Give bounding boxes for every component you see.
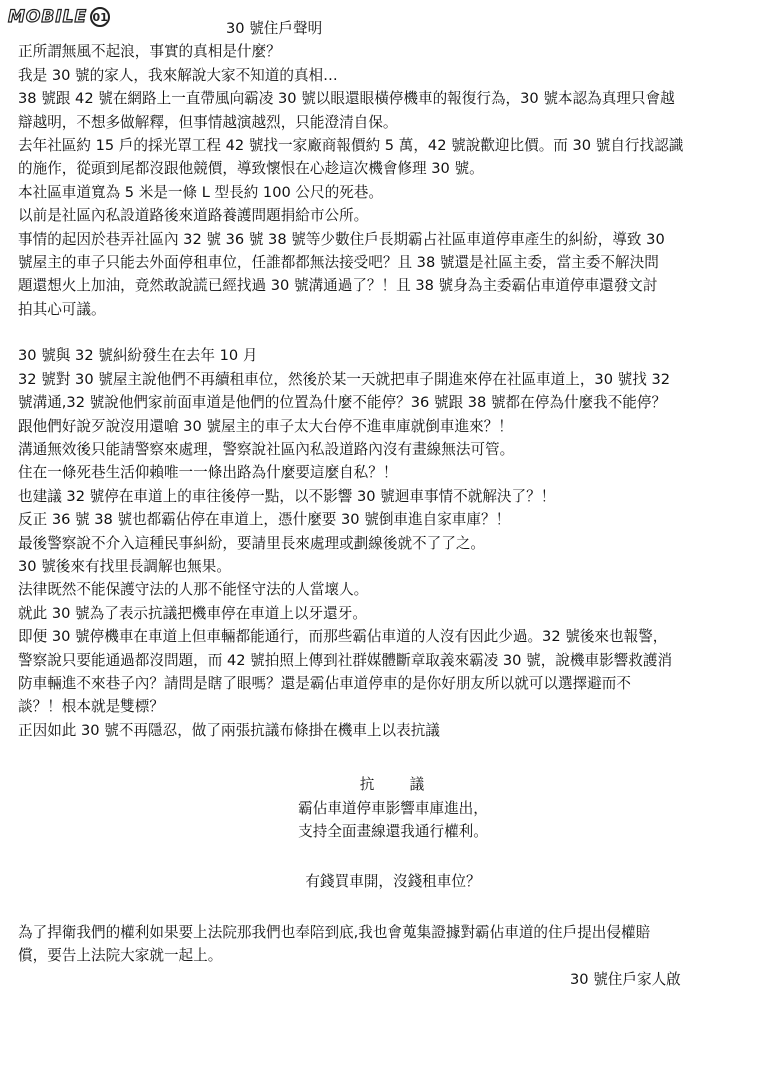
text-line: 題還想火上加油，竟然敢說謊已經找過 30 號溝通過了？！且 38 號身為主委霸佔車道停車還發文討 [18, 277, 658, 295]
text-line: 30 號與 32 號糾紛發生在去年 10 月 [18, 347, 258, 365]
text-line: 號屋主的車子只能去外面停租車位，任誰都都無法接受吧？且 38 號還是社區主委，當主委不解決問 [18, 254, 659, 272]
text-line: 跟他們好說歹說沒用還嗆 30 號屋主的車子太大台停不進車庫就倒車進來？！ [18, 417, 513, 435]
paragraph-group-intro [18, 40, 768, 321]
text-line: 去年社區約 15 戶的採光罩工程 42 號找一家廠商報價約 5 萬，42 號說歡迎比價。而 30 號自行找認識 [18, 137, 684, 155]
text-line: 號溝通,32 號說他們家前面車道是他們的位置為什麼不能停？36 號跟 38 號都在停為什麼我不能停？ [18, 394, 667, 412]
text-line: 防車輛進不來巷子內？請問是瞎了眼嗎？還是霸佔車道停車的是你好朋友所以就可以選擇避而不 [18, 674, 631, 692]
text-line: 警察說只要能通過都沒問題，而 42 號拍照上傳到社群媒體斷章取義來霸凌 30 號，說機車影響救護消 [18, 651, 673, 669]
text-line: 談？！根本就是雙標？ [18, 698, 164, 716]
text-line: 溝通無效後只能請警察來處理，警察說社區內私設道路內沒有畫線無法可管。 [18, 440, 515, 458]
text-line: 辯越明，不想多做解釋，但事情越演越烈，只能澄清自保。 [18, 113, 398, 131]
text-line: 反正 36 號 38 號也都霸佔停在車道上，憑什麼要 30 號倒車進自家車庫？！ [18, 511, 511, 529]
protest-slogan: 有錢買車開，沒錢租車位？ [305, 873, 481, 891]
text-line: 就此 30 號為了表示抗議把機車停在車道上以牙還牙。 [18, 604, 367, 622]
document-title: 30 號住戶聲明 [226, 20, 323, 37]
signature: 30 號住戶家人啟 [570, 970, 681, 988]
text-line: 30 號後來有找里長調解也無果。 [18, 557, 231, 575]
statement-document [18, 17, 768, 991]
text-line: 即便 30 號停機車在車道上但車輛都能通行，而那些霸佔車道的人沒有因此少過。32 號後來也報警， [18, 628, 668, 646]
logo-mark-icon: 01 [90, 7, 110, 27]
protest-heading: 抗 議 [359, 776, 427, 794]
text-line: 正因如此 30 號不再隱忍，做了兩張抗議布條掛在機車上以表抗議 [18, 721, 440, 739]
text-line: 也建議 32 號停在車道上的車往後停一點，以不影響 30 號迴車事情不就解決了？！ [18, 487, 556, 505]
text-line: 償，要告上法院大家就一起上。 [18, 947, 223, 965]
text-line: 以前是社區內私設道路後來道路養護問題捐給市公所。 [18, 207, 369, 225]
text-line: 32 號對 30 號屋主說他們不再續租車位，然後於某一天就把車子開進來停在社區車道上，30 號找 32 [18, 370, 671, 388]
text-line: 38 號跟 42 號在網路上一直帶風向霸凌 30 號以眼還眼橫停機車的報復行為，30 號本認為真理只會越 [18, 90, 675, 108]
text-line: 本社區車道寬為 5 米是一條 L 型長約 100 公尺的死巷。 [18, 183, 383, 201]
text-line: 最後警察說不介入這種民事糾紛，要請里長來處理或劃線後就不了了之。 [18, 534, 486, 552]
text-line: 拍其心可議。 [18, 300, 106, 318]
protest-banner-text [18, 750, 768, 894]
protest-line: 霸佔車道停車影響車庫進出， [298, 799, 488, 817]
logo-text: MOBILE [8, 7, 88, 27]
text-line: 的施作，從頭到尾都沒跟他競價，導致懷恨在心趁這次機會修理 30 號。 [18, 160, 484, 178]
paragraph-group-closing [18, 921, 768, 968]
text-line: 住在一條死巷生活仰賴唯一一條出路為什麼要這麼自私？！ [18, 464, 398, 482]
text-line: 事情的起因於巷弄社區內 32 號 36 號 38 號等少數住戶長期霸占社區車道停車產生的糾紛，導致 30 [18, 230, 665, 248]
text-line: 法律既然不能保護守法的人那不能怪守法的人當壞人。 [18, 581, 369, 599]
text-line: 我是 30 號的家人，我來解說大家不知道的真相… [18, 66, 338, 84]
text-line: 正所謂無風不起浪，事實的真相是什麼？ [18, 43, 281, 61]
protest-line: 支持全面畫線還我通行權利。 [298, 823, 488, 840]
text-line: 為了捍衛我們的權利如果要上法院那我們也奉陪到底,我也會蒐集證據對霸佔車道的住戶提出侵權賠 [18, 923, 651, 941]
paragraph-group-dispute [18, 344, 768, 742]
